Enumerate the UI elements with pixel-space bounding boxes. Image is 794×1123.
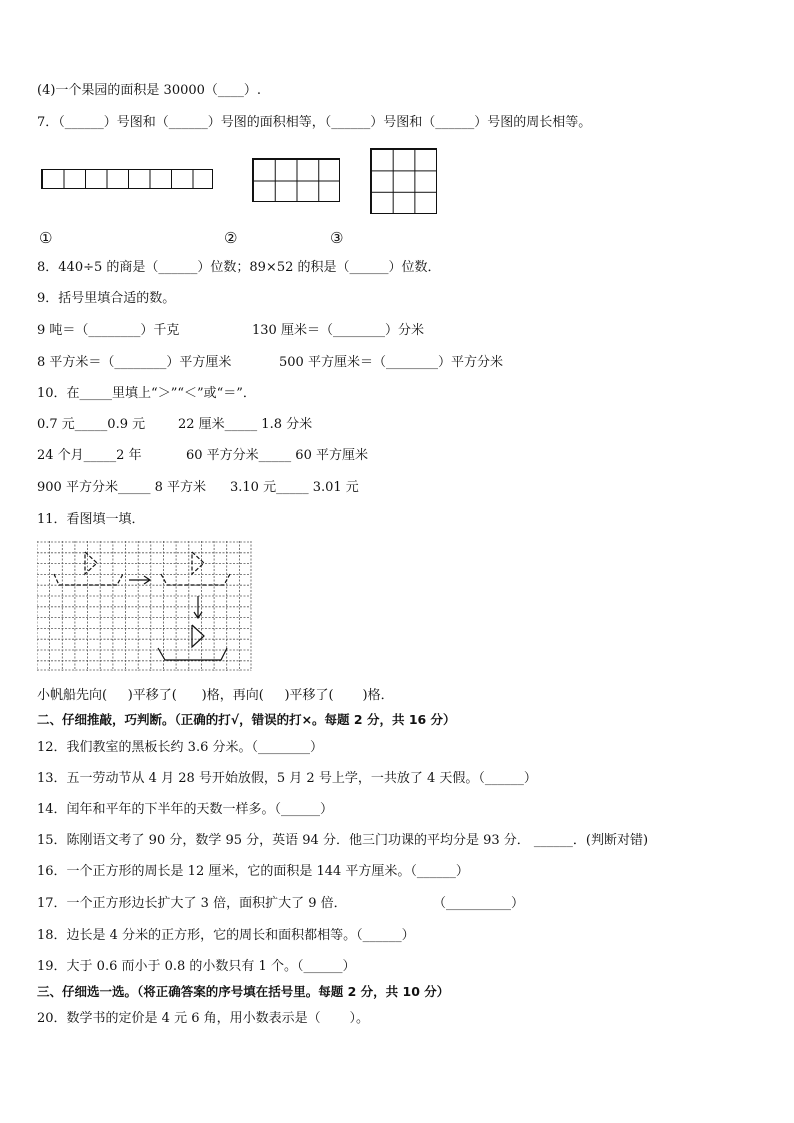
q11-title: 11．看图填一填． <box>37 512 145 527</box>
q10-f: 3.10 元_____ 3.01 元 <box>230 480 359 495</box>
q14: 14．闰年和平年的下半年的天数一样多。（______） <box>37 802 334 817</box>
q10-a: 0.7 元_____0.9 元 <box>37 417 146 432</box>
figure-label-1: ① <box>39 229 53 247</box>
q17-answer: （__________） <box>433 896 525 911</box>
section-2-heading: 二、仔细推敲，巧判断。（正确的打√，错误的打×。每题 2 分，共 16 分） <box>37 712 456 727</box>
figure-2-grid <box>252 158 340 202</box>
q9-title: 9．括号里填合适的数。 <box>37 291 176 306</box>
q9-d: 500 平方厘米＝（________）平方分米 <box>279 355 503 370</box>
q10-c: 24 个月_____2 年 <box>37 448 142 463</box>
q10-title: 10．在_____里填上“＞”“＜”或“＝”． <box>37 386 256 401</box>
section-3-heading: 三、仔细选一选。（将正确答案的序号填在括号里。每题 2 分，共 10 分） <box>37 984 450 999</box>
q20: 20．数学书的定价是 4 元 6 角，用小数表示是（ ）。 <box>37 1011 370 1026</box>
q8-line: 8．440÷5 的商是（______）位数；89×52 的积是（______）位数． <box>37 260 441 275</box>
q11-question: 小帆船先向( )平移了( )格，再向( )平移了( )格． <box>37 688 394 703</box>
q10-d: 60 平方分米_____ 60 平方厘米 <box>186 448 368 463</box>
q7-line: 7．（______）号图和（______）号图的面积相等，（______）号图和（______）号图的周长相等。 <box>37 115 592 130</box>
q17: 17．一个正方形边长扩大了 3 倍，面积扩大了 9 倍． <box>37 896 347 911</box>
q4-line: (4)一个果园的面积是 30000（____）. <box>37 83 262 98</box>
q9-b: 130 厘米＝（________）分米 <box>252 323 424 338</box>
q12: 12．我们教室的黑板长约 3.6 分米。（________） <box>37 740 323 755</box>
boat-grid-figure <box>37 541 252 671</box>
q10-e: 900 平方分米_____ 8 平方米 <box>37 480 206 495</box>
q18: 18．边长是 4 分米的正方形，它的周长和面积都相等。（______） <box>37 928 415 943</box>
figure-1-strip <box>41 169 213 189</box>
q15: 15．陈刚语文考了 90 分，数学 95 分，英语 94 分．他三门功课的平均分是 93 分． ______．(判断对错) <box>37 833 649 848</box>
q16: 16．一个正方形的周长是 12 厘米，它的面积是 144 平方厘米。（______） <box>37 864 469 879</box>
q19: 19．大于 0.6 而小于 0.8 的小数只有 1 个。（______） <box>37 959 356 974</box>
q9-c: 8 平方米＝（________）平方厘米 <box>37 355 232 370</box>
figure-3-grid <box>370 148 437 214</box>
figure-label-3: ③ <box>330 229 344 247</box>
q9-a: 9 吨＝（________）千克 <box>37 323 180 338</box>
figure-label-2: ② <box>224 229 238 247</box>
q10-b: 22 厘米_____ 1.8 分米 <box>178 417 313 432</box>
q13: 13．五一劳动节从 4 月 28 号开始放假，5 月 2 号上学，一共放了 4 天假。（______） <box>37 771 537 786</box>
